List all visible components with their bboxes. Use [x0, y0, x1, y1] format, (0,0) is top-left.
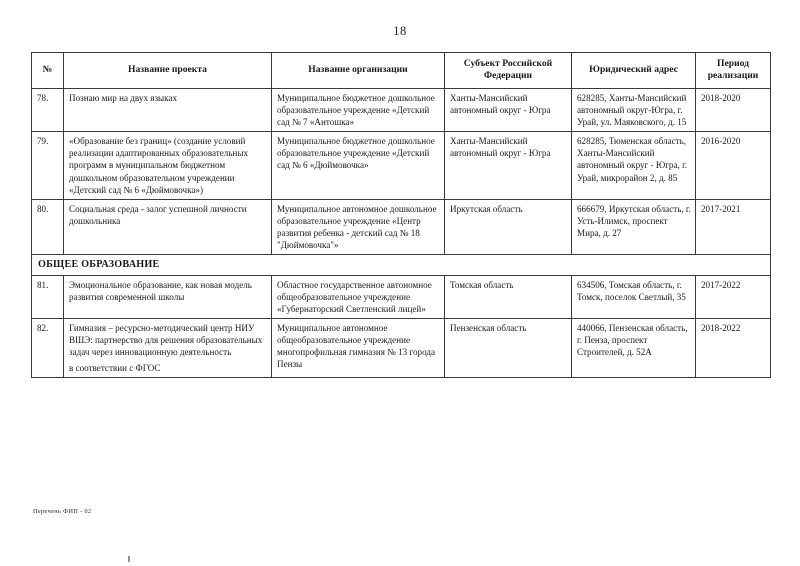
table-header	[32, 53, 771, 89]
section-heading: ОБЩЕЕ ОБРАЗОВАНИЕ	[32, 255, 771, 276]
fip-registry-table	[31, 52, 771, 378]
cell-organization: Областное государственное автономное общеобразовательное учреждение «Губернаторский Светленский лицей»	[272, 275, 445, 318]
cell-subject: Ханты-Мансийский автономный округ - Югра	[445, 132, 572, 199]
cell-subject: Пензенская область	[445, 318, 572, 377]
column-header-period: Период реализации	[696, 53, 771, 89]
cell-project-paragraph-2: в соответствии с ФГОС	[69, 363, 161, 374]
cell-project: Социальная среда - залог успешной личности дошкольника	[64, 199, 272, 254]
column-header-project: Название проекта	[64, 53, 272, 89]
scan-artifact-mark	[128, 556, 130, 562]
column-header-address: Юридический адрес	[572, 53, 696, 89]
column-header-organization: Название организации	[272, 53, 445, 89]
column-header-number: №	[32, 53, 64, 89]
table-row	[32, 199, 771, 254]
cell-organization: Муниципальное бюджетное дошкольное образовательное учреждение «Детский сад № 6 «Дюймовочка»	[272, 132, 445, 199]
cell-project	[64, 318, 272, 377]
page-number: 18	[393, 24, 407, 38]
cell-number: 82.	[32, 318, 64, 377]
cell-period: 2018-2022	[696, 318, 771, 377]
cell-project: Эмоциональное образование, как новая модель развития современной школы	[64, 275, 272, 318]
cell-organization: Муниципальное автономное дошкольное образовательное учреждение «Центр развития ребенка - детский сад № 18 "Дюймовочка"»	[272, 199, 445, 254]
cell-period: 2017-2022	[696, 275, 771, 318]
cell-number: 80.	[32, 199, 64, 254]
table-row	[32, 88, 771, 131]
fip-registry-table-container	[31, 52, 770, 378]
cell-subject: Иркутская область	[445, 199, 572, 254]
cell-address: 666679, Иркутская область, г. Усть-Илимск, проспект Мира, д. 27	[572, 199, 696, 254]
table-row	[32, 275, 771, 318]
cell-address: 440066, Пензенская область, г. Пенза, проспект Строителей, д. 52А	[572, 318, 696, 377]
cell-project: Познаю мир на двух языках	[64, 88, 272, 131]
cell-address: 628285, Ханты-Мансийский автономный округ-Югра, г. Урай, ул. Маяковского, д. 15	[572, 88, 696, 131]
cell-period: 2018-2020	[696, 88, 771, 131]
cell-number: 79.	[32, 132, 64, 199]
footer-note: Перечень ФИП - 02	[33, 508, 92, 515]
cell-subject: Томская область	[445, 275, 572, 318]
cell-number: 78.	[32, 88, 64, 131]
table-row	[32, 318, 771, 377]
cell-project: «Образование без границ» (создание условий реализации адаптированных образовательных программ в муниципальном бюджетном дошкольном образовательном учреждении «Детский сад № 6 «Дюймовочка»)	[64, 132, 272, 199]
cell-number: 81.	[32, 275, 64, 318]
cell-subject: Ханты-Мансийский автономный округ - Югра	[445, 88, 572, 131]
cell-organization: Муниципальное автономное общеобразовательное учреждение многопрофильная гимназия № 13 города Пензы	[272, 318, 445, 377]
cell-period: 2016-2020	[696, 132, 771, 199]
cell-address: 628285, Тюменская область, Ханты-Мансийский автономный округ - Югра, г. Урай, микрорайон 2, д. 85	[572, 132, 696, 199]
table-body	[32, 88, 771, 377]
cell-project-paragraph-1: Гимназия – ресурсно-методический центр НИУ ВШЭ: партнерство для решения образовательных задач через инновационную деятельность	[69, 322, 263, 358]
cell-organization: Муниципальное бюджетное дошкольное образовательное учреждение «Детский сад № 7 «Антошка»	[272, 88, 445, 131]
column-header-subject: Субъект Российской Федерации	[445, 53, 572, 89]
cell-period: 2017-2021	[696, 199, 771, 254]
table-header-row	[32, 53, 771, 89]
table-row	[32, 132, 771, 199]
section-heading-row	[32, 255, 771, 276]
cell-address: 634506, Томская область, г. Томск, поселок Светлый, 35	[572, 275, 696, 318]
